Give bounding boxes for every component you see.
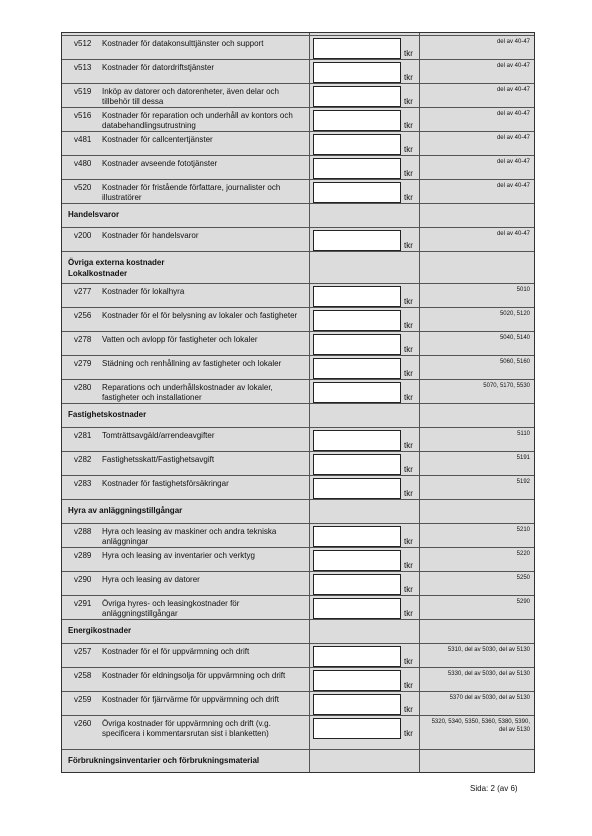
amount-input[interactable] bbox=[313, 598, 401, 619]
amount-input[interactable] bbox=[313, 62, 401, 83]
row-code: v277 bbox=[74, 287, 92, 296]
account-reference: del av 40-47 bbox=[496, 159, 530, 165]
unit-label: tkr bbox=[404, 145, 413, 154]
row-description: Kostnader för datordriftstjänster bbox=[102, 63, 215, 72]
row-code: v260 bbox=[74, 719, 92, 728]
cost-row bbox=[62, 571, 534, 595]
unit-label: tkr bbox=[404, 585, 413, 594]
unit-label: tkr bbox=[404, 657, 413, 666]
unit-label: tkr bbox=[404, 441, 413, 450]
cost-row bbox=[62, 547, 534, 571]
row-description: Kostnader för el för belysning av lokaler och fastigheter bbox=[102, 311, 298, 320]
account-reference: del av 40-47 bbox=[496, 87, 530, 93]
account-reference: 5210 bbox=[516, 527, 530, 533]
unit-label: tkr bbox=[404, 561, 413, 570]
account-reference: 5250 bbox=[516, 575, 530, 581]
amount-input[interactable] bbox=[313, 158, 401, 179]
cost-row bbox=[62, 227, 534, 251]
unit-label: tkr bbox=[404, 729, 413, 738]
unit-label: tkr bbox=[404, 537, 413, 546]
row-code: v513 bbox=[74, 63, 92, 72]
row-code: v516 bbox=[74, 111, 92, 120]
account-reference: 5320, 5340, 5350, 5360, 5380, 5390, del av 5130 bbox=[431, 719, 530, 733]
account-reference: 5060, 5160 bbox=[499, 359, 530, 365]
unit-label: tkr bbox=[404, 705, 413, 714]
page-number: Sida: 2 (av 6) bbox=[470, 784, 518, 793]
cost-row bbox=[62, 427, 534, 451]
unit-label: tkr bbox=[404, 489, 413, 498]
cost-row bbox=[62, 331, 534, 355]
unit-label: tkr bbox=[404, 297, 413, 306]
cost-row bbox=[62, 523, 534, 547]
account-reference: del av 40-47 bbox=[496, 111, 530, 117]
row-description: Kostnader för lokalhyra bbox=[102, 287, 185, 296]
row-description: Fastighetsskatt/Fastighetsavgift bbox=[102, 455, 215, 464]
amount-input[interactable] bbox=[313, 286, 401, 307]
section-title: Handelsvaror bbox=[68, 210, 120, 219]
account-reference: 5191 bbox=[516, 455, 530, 461]
row-description: Kostnader för fristående författare, journalister och illustratörer bbox=[102, 183, 281, 202]
row-code: v512 bbox=[74, 39, 92, 48]
section-header-ovriga bbox=[62, 251, 534, 283]
account-reference: 5330, del av 5030, del av 5130 bbox=[447, 671, 530, 677]
amount-input[interactable] bbox=[313, 358, 401, 379]
row-code: v283 bbox=[74, 479, 92, 488]
cost-row bbox=[62, 83, 534, 107]
row-code: v289 bbox=[74, 551, 92, 560]
row-description: Kostnader för reparation och underhåll av kontors och databehandlingsutrustning bbox=[102, 111, 293, 130]
account-reference: 5370 del av 5030, del av 5130 bbox=[449, 695, 530, 701]
section-header-fastighet bbox=[62, 403, 534, 427]
row-description: Kostnader för datakonsulttjänster och support bbox=[102, 39, 264, 48]
amount-input[interactable] bbox=[313, 430, 401, 451]
row-code: v520 bbox=[74, 183, 92, 192]
amount-input[interactable] bbox=[313, 574, 401, 595]
row-code: v282 bbox=[74, 455, 92, 464]
amount-input[interactable] bbox=[313, 134, 401, 155]
row-description: Inköp av datorer och datorenheter, även delar och tillbehör till dessa bbox=[102, 87, 280, 106]
row-description: Städning och renhållning av fastigheter och lokaler bbox=[102, 359, 282, 368]
unit-label: tkr bbox=[404, 169, 413, 178]
cost-form-table bbox=[61, 32, 535, 773]
section-title: Övriga externa kostnader bbox=[68, 258, 165, 267]
unit-label: tkr bbox=[404, 241, 413, 250]
cost-row bbox=[62, 451, 534, 475]
row-code: v290 bbox=[74, 575, 92, 584]
cost-row bbox=[62, 35, 534, 59]
unit-label: tkr bbox=[404, 121, 413, 130]
unit-label: tkr bbox=[404, 609, 413, 618]
row-code: v278 bbox=[74, 335, 92, 344]
account-reference: del av 40-47 bbox=[496, 183, 530, 189]
amount-input[interactable] bbox=[313, 182, 401, 203]
cost-row bbox=[62, 131, 534, 155]
amount-input[interactable] bbox=[313, 526, 401, 547]
cost-row bbox=[62, 595, 534, 619]
row-code: v281 bbox=[74, 431, 92, 440]
row-description: Vatten och avlopp för fastigheter och lokaler bbox=[102, 335, 258, 344]
row-description: Hyra och leasing av inventarier och verktyg bbox=[102, 551, 255, 560]
account-reference: 5290 bbox=[516, 599, 530, 605]
cost-row bbox=[62, 59, 534, 83]
unit-label: tkr bbox=[404, 681, 413, 690]
row-code: v480 bbox=[74, 159, 92, 168]
cost-row bbox=[62, 283, 534, 307]
unit-label: tkr bbox=[404, 369, 413, 378]
amount-input[interactable] bbox=[313, 310, 401, 331]
row-description: Reparations och underhållskostnader av lokaler, fastigheter och installationer bbox=[102, 383, 273, 402]
row-code: v481 bbox=[74, 135, 92, 144]
amount-input[interactable] bbox=[313, 86, 401, 107]
row-code: v256 bbox=[74, 311, 92, 320]
section-header-hyra bbox=[62, 499, 534, 523]
section-title: Förbrukningsinventarier och förbrukningsmaterial bbox=[68, 756, 260, 765]
cost-row bbox=[62, 643, 534, 667]
row-code: v257 bbox=[74, 647, 92, 656]
amount-input[interactable] bbox=[313, 382, 401, 403]
row-description: Övriga kostnader för uppvärmning och drift (v.g. specificera i kommentarsrutan sist i blanketten) bbox=[102, 719, 271, 738]
unit-label: tkr bbox=[404, 345, 413, 354]
amount-input[interactable] bbox=[313, 550, 401, 571]
row-code: v259 bbox=[74, 695, 92, 704]
cost-row bbox=[62, 379, 534, 403]
cost-row bbox=[62, 355, 534, 379]
amount-input[interactable] bbox=[313, 454, 401, 475]
cost-row bbox=[62, 475, 534, 499]
amount-input[interactable] bbox=[313, 334, 401, 355]
unit-label: tkr bbox=[404, 321, 413, 330]
row-code: v279 bbox=[74, 359, 92, 368]
amount-input[interactable] bbox=[313, 670, 401, 691]
row-description: Kostnader för fastighetsförsäkringar bbox=[102, 479, 229, 488]
account-reference: del av 40-47 bbox=[496, 231, 530, 237]
unit-label: tkr bbox=[404, 49, 413, 58]
account-reference: 5310, del av 5030, del av 5130 bbox=[447, 647, 530, 653]
row-description: Kostnader för callcentertjänster bbox=[102, 135, 213, 144]
row-description: Kostnader för eldningsolja för uppvärmning och drift bbox=[102, 671, 286, 680]
amount-input[interactable] bbox=[313, 694, 401, 715]
row-description: Kostnader för el för uppvärmning och drift bbox=[102, 647, 250, 656]
amount-input[interactable] bbox=[313, 478, 401, 499]
section-title: Hyra av anläggningstillgångar bbox=[68, 506, 183, 515]
unit-label: tkr bbox=[404, 465, 413, 474]
row-description: Kostnader för handelsvaror bbox=[102, 231, 199, 240]
section-title: Energikostnader bbox=[68, 626, 132, 635]
account-reference: 5220 bbox=[516, 551, 530, 557]
account-reference: del av 40-47 bbox=[496, 63, 530, 69]
account-reference: 5110 bbox=[517, 431, 530, 437]
cost-row bbox=[62, 107, 534, 131]
row-code: v519 bbox=[74, 87, 92, 96]
unit-label: tkr bbox=[404, 193, 413, 202]
unit-label: tkr bbox=[404, 73, 413, 82]
amount-input[interactable] bbox=[313, 646, 401, 667]
cost-row bbox=[62, 715, 534, 749]
unit-label: tkr bbox=[404, 97, 413, 106]
account-reference: 5040, 5140 bbox=[499, 335, 530, 341]
row-description: Övriga hyres- och leasingkostnader för anläggningstillgångar bbox=[102, 599, 240, 618]
account-reference: 5010 bbox=[516, 287, 530, 293]
cost-row bbox=[62, 155, 534, 179]
cost-row bbox=[62, 667, 534, 691]
amount-input[interactable] bbox=[313, 110, 401, 131]
account-reference: 5192 bbox=[516, 479, 530, 485]
row-code: v280 bbox=[74, 383, 92, 392]
row-code: v291 bbox=[74, 599, 92, 608]
row-code: v288 bbox=[74, 527, 92, 536]
account-reference: del av 40-47 bbox=[496, 39, 530, 45]
row-description: Hyra och leasing av datorer bbox=[102, 575, 200, 584]
unit-label: tkr bbox=[404, 393, 413, 402]
section-header-handelsvaror bbox=[62, 203, 534, 227]
section-title: Fastighetskostnader bbox=[68, 410, 147, 419]
section-header-energi bbox=[62, 619, 534, 643]
row-code: v258 bbox=[74, 671, 92, 680]
row-description: Tomträttsavgäld/arrendeavgifter bbox=[102, 431, 215, 440]
cost-row bbox=[62, 307, 534, 331]
account-reference: 5020, 5120 bbox=[499, 311, 530, 317]
section-header-forbrukning bbox=[62, 749, 534, 773]
cost-row bbox=[62, 691, 534, 715]
row-description: Kostnader avseende fototjänster bbox=[102, 159, 218, 168]
cost-row bbox=[62, 179, 534, 203]
amount-input[interactable] bbox=[313, 38, 401, 59]
amount-input[interactable] bbox=[313, 230, 401, 251]
row-code: v200 bbox=[74, 231, 92, 240]
account-reference: 5070, 5170, 5530 bbox=[483, 383, 530, 389]
section-subtitle: Lokalkostnader bbox=[68, 269, 128, 278]
row-description: Hyra och leasing av maskiner och andra tekniska anläggningar bbox=[102, 527, 277, 546]
row-description: Kostnader för fjärrvärme för uppvärmning och drift bbox=[102, 695, 279, 704]
amount-input[interactable] bbox=[313, 718, 401, 739]
account-reference: del av 40-47 bbox=[496, 135, 530, 141]
